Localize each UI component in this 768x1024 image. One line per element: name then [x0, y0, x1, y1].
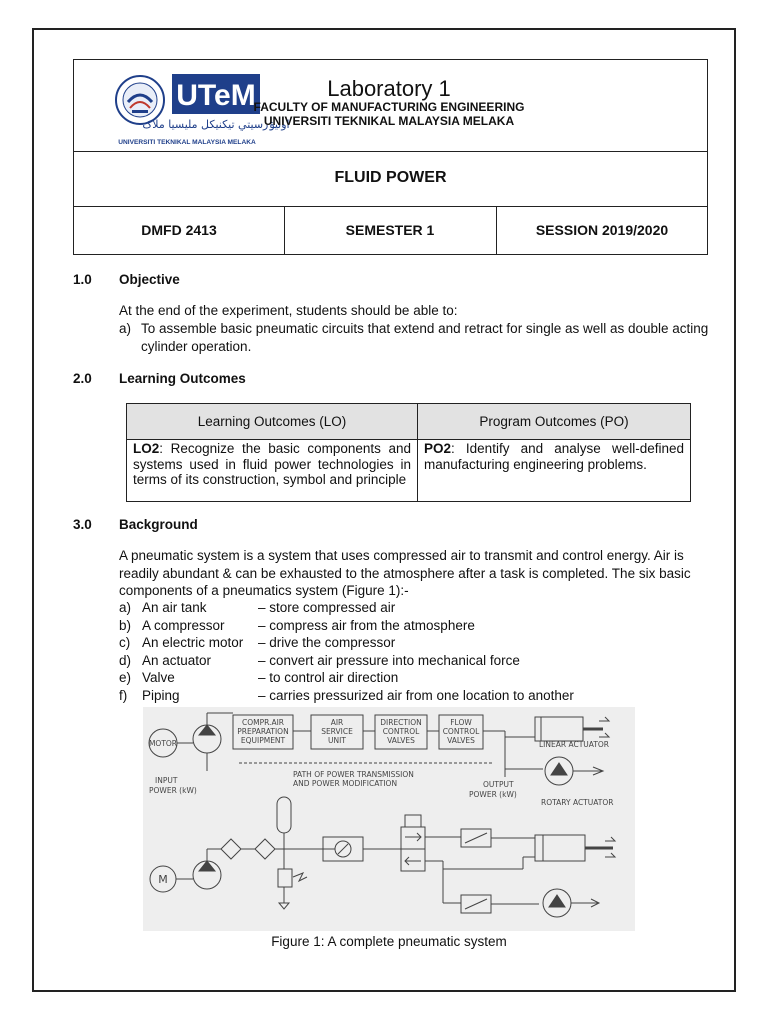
po-text: : Identify and analyse well-defined manufacturing engineering problems. [424, 441, 684, 472]
course-code: DMFD 2413 [74, 206, 285, 254]
semester: SEMESTER 1 [284, 206, 497, 254]
logo-jawi: اونيۏرسيتي تيكنيكل مليسيا ملاک [142, 118, 290, 131]
background-paragraph: A pneumatic system is a system that uses compressed air to transmit and control energy. Air is readily abundant & can be exhausted to the atmosphere after a task is completed. The six basic components of a pneumatics system (Figure 1):- [119, 548, 691, 598]
section-title-objective: Objective [119, 272, 180, 287]
svg-text:UNIT: UNIT [328, 736, 346, 745]
table-header-row [127, 404, 690, 440]
label-motor: MOTOR [148, 739, 178, 748]
objective-intro: At the end of the experiment, students should be able to: [119, 303, 458, 318]
header-course-row [74, 151, 707, 207]
section-title-learning: Learning Outcomes [119, 371, 246, 386]
list-item: e) Valve – to control air direction [119, 670, 399, 685]
relief-valve-symbol [278, 869, 292, 887]
university-name: UNIVERSITI TEKNIKAL MALAYSIA MELAKA [263, 114, 515, 128]
list-item: a) An air tank – store compressed air [119, 600, 396, 615]
svg-text:CONTROL: CONTROL [442, 727, 480, 736]
document-header [73, 59, 708, 255]
list-item: c) An electric motor – drive the compressor [119, 635, 396, 650]
faculty-block [249, 100, 529, 128]
label-output-power: OUTPUT [483, 780, 514, 789]
figure-caption: Figure 1: A complete pneumatic system [271, 934, 507, 949]
po-cell [424, 441, 684, 472]
svg-text:SERVICE: SERVICE [321, 727, 353, 736]
section-number: 1.0 [73, 272, 92, 287]
svg-text:EQUIPMENT: EQUIPMENT [240, 736, 286, 745]
objective-item-key: a) [119, 321, 132, 336]
header-title-row [74, 60, 707, 152]
label-path-2: AND POWER MODIFICATION [293, 779, 398, 788]
svg-text:PREPARATION: PREPARATION [237, 727, 289, 736]
faculty-name: FACULTY OF MANUFACTURING ENGINEERING [253, 100, 525, 114]
list-item: d) An actuator – convert air pressure into mechanical force [119, 652, 520, 668]
column-header-lo: Learning Outcomes (LO) [127, 404, 418, 439]
svg-text:CONTROL: CONTROL [382, 727, 420, 736]
svg-text:AIR: AIR [330, 718, 344, 727]
learning-outcomes-table [126, 403, 691, 502]
svg-text:M: M [158, 873, 168, 886]
svg-text:VALVES: VALVES [387, 736, 415, 745]
cooler-symbol [255, 839, 275, 859]
label-output-power-unit: POWER (kW) [469, 790, 517, 799]
label-linear-actuator: LINEAR ACTUATOR [539, 740, 610, 749]
logo-text: UTeM [176, 79, 256, 112]
label-rotary-actuator: ROTARY ACTUATOR [541, 798, 614, 807]
svg-text:DIRECTION: DIRECTION [380, 718, 422, 727]
label-input-power-unit: POWER (kW) [149, 786, 197, 795]
pneumatic-system-figure [143, 707, 635, 931]
objective-item-text: To assemble basic pneumatic circuits that extend and retract for single as well as double acting cylinder operation. [141, 321, 709, 354]
logo-caption: UNIVERSITI TEKNIKAL MALAYSIA MELAKA [118, 139, 256, 146]
course-title: FLUID POWER [334, 169, 447, 186]
lo-text: : Recognize the basic components and systems used in fluid power technologies in terms of its construction, symbol and principle [133, 441, 411, 487]
label-path: PATH OF POWER TRANSMISSION [293, 770, 414, 779]
label-input-power: INPUT [155, 776, 178, 785]
section-title-background: Background [119, 517, 198, 532]
lab-title: Laboratory 1 [327, 76, 451, 101]
air-tank-symbol [277, 797, 291, 833]
column-header-po: Program Outcomes (PO) [479, 414, 629, 429]
svg-text:VALVES: VALVES [447, 736, 475, 745]
objective-item [119, 320, 709, 355]
svg-text:FLOW: FLOW [450, 718, 472, 727]
section-number: 3.0 [73, 517, 92, 532]
utem-logo [112, 68, 290, 148]
lo-code: LO2 [133, 441, 160, 456]
svg-text:COMPR.AIR: COMPR.AIR [241, 718, 285, 727]
column-divider [417, 439, 418, 501]
header-info-row [74, 206, 707, 254]
section-number: 2.0 [73, 371, 92, 386]
linear-actuator-symbol [535, 717, 583, 741]
po-code: PO2 [424, 441, 452, 456]
session: SESSION 2019/2020 [535, 222, 669, 238]
lo-cell [133, 441, 411, 488]
list-item: f) Piping – carries pressurized air from one location to another [119, 687, 574, 703]
list-item: b) A compressor – compress air from the atmosphere [119, 617, 475, 633]
filter-symbol [221, 839, 241, 859]
